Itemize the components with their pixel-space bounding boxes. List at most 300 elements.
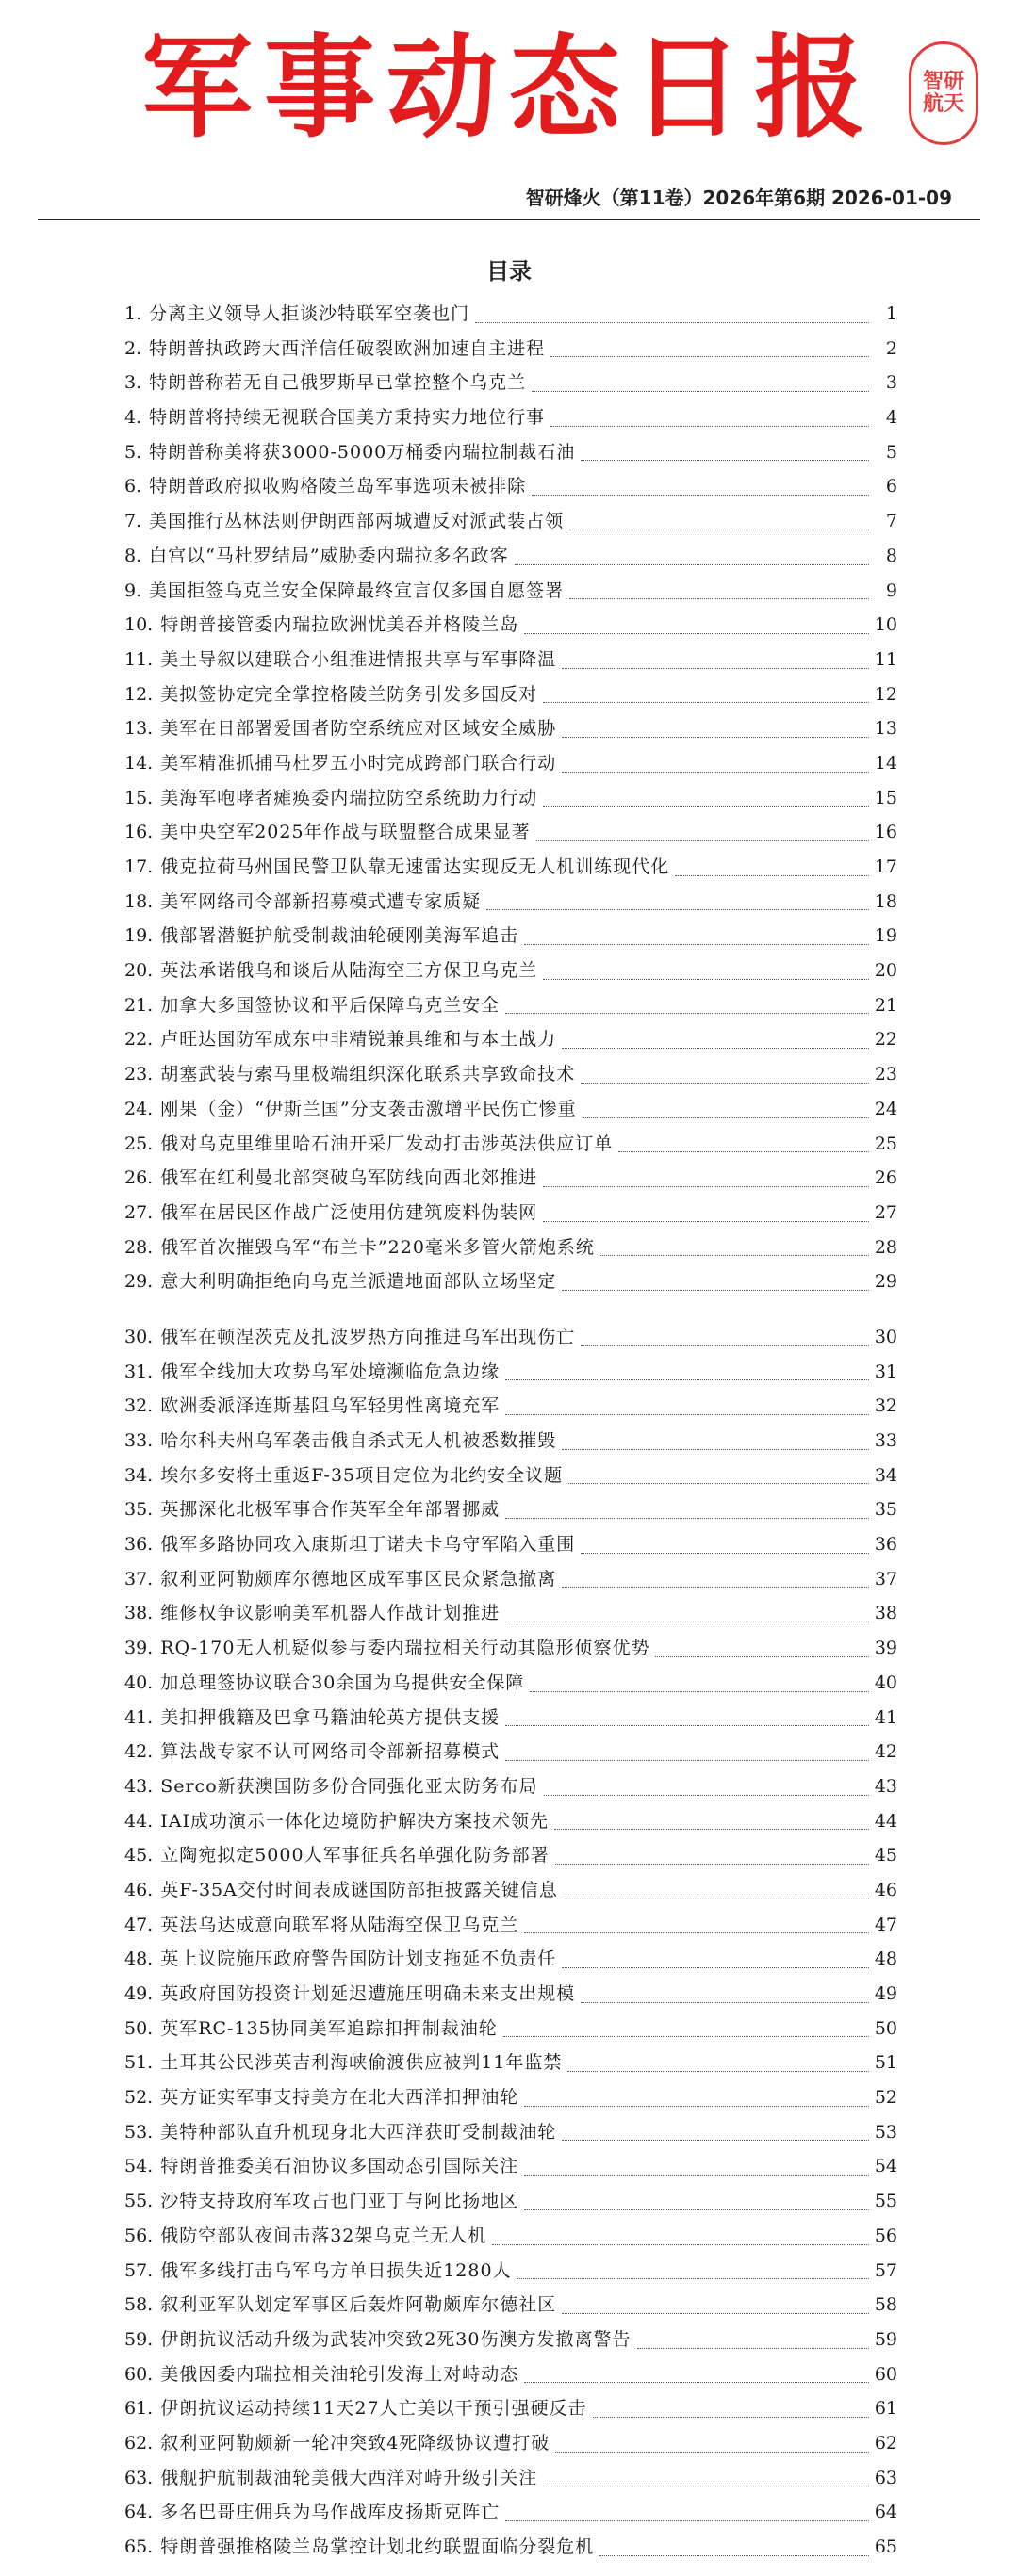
toc-entry[interactable] bbox=[124, 1704, 897, 1738]
toc-entry-title: 维修权争议影响美军机器人作战计划推进 bbox=[160, 1603, 501, 1624]
toc-entry[interactable] bbox=[124, 1358, 897, 1393]
toc-entry-number: 3. bbox=[124, 372, 142, 394]
toc-entry[interactable] bbox=[124, 1599, 897, 1634]
toc-dot-leader bbox=[581, 2002, 869, 2003]
toc-dot-leader bbox=[550, 356, 869, 357]
toc-entry[interactable] bbox=[124, 1392, 897, 1427]
toc-entry[interactable] bbox=[124, 1267, 897, 1302]
toc-dot-leader bbox=[618, 1151, 869, 1152]
toc-entry-title: 俄军首次摧毁乌军“布兰卡”220毫米多管火箭炮系统 bbox=[160, 1236, 595, 1258]
toc-entry-number: 41. bbox=[124, 1706, 154, 1728]
toc-entry-title: 俄军在居民区作战广泛使用仿建筑废料伪装网 bbox=[160, 1201, 538, 1223]
toc-entry-page: 60 bbox=[874, 2363, 897, 2385]
toc-dot-leader bbox=[562, 1048, 869, 1049]
toc-entry-title: 美军网络司令部新招募模式遭专家质疑 bbox=[160, 890, 482, 912]
toc-entry-page: 5 bbox=[885, 441, 897, 463]
toc-entry[interactable] bbox=[124, 2222, 897, 2257]
toc-entry-page: 2 bbox=[885, 337, 897, 359]
toc-entry[interactable] bbox=[124, 1945, 897, 1980]
toc-dot-leader bbox=[505, 1518, 869, 1519]
toc-dot-leader bbox=[569, 598, 869, 599]
toc-entry[interactable] bbox=[124, 1669, 897, 1704]
toc-entry-number: 28. bbox=[124, 1236, 154, 1258]
toc-entry-page: 37 bbox=[874, 1568, 897, 1590]
toc-entry-number: 58. bbox=[124, 2294, 154, 2316]
toc-entry-number: 5. bbox=[124, 441, 142, 463]
toc-entry-page: 43 bbox=[874, 1775, 897, 1797]
toc-entry-title: 美扣押俄籍及巴拿马籍油轮英方提供支援 bbox=[160, 1706, 501, 1728]
toc-entry[interactable] bbox=[124, 680, 897, 715]
toc-entry-number: 16. bbox=[124, 822, 154, 843]
toc-entry-number: 17. bbox=[124, 856, 154, 877]
toc-entry-title: 特朗普称若无自己俄罗斯早已掌控整个乌克兰 bbox=[149, 372, 527, 394]
toc-entry-title: 美拟签协定完全掌控格陵兰防务引发多国反对 bbox=[160, 683, 538, 705]
toc-entry-page: 58 bbox=[874, 2294, 897, 2316]
toc-dot-leader bbox=[581, 1083, 869, 1084]
toc-entry-page: 11 bbox=[874, 648, 897, 670]
toc-entry-page: 49 bbox=[874, 1983, 897, 2004]
toc-entry-title: 特朗普推委美石油协议多国动态引国际关注 bbox=[160, 2156, 519, 2177]
toc-entry-page: 46 bbox=[874, 1879, 897, 1900]
toc-entry-title: 美中央空军2025年作战与联盟整合成果显著 bbox=[160, 822, 531, 843]
toc-entry-title: 立陶宛拟定5000人军事征兵名单强化防务部署 bbox=[160, 1845, 550, 1867]
toc-entry-number: 61. bbox=[124, 2398, 154, 2420]
toc-entry-title: 沙特支持政府军攻占也门亚丁与阿比扬地区 bbox=[160, 2191, 519, 2212]
toc-entry-page: 53 bbox=[874, 2121, 897, 2143]
toc-entry-number: 63. bbox=[124, 2467, 154, 2488]
toc-entry[interactable] bbox=[124, 1841, 897, 1876]
toc-entry-page: 26 bbox=[874, 1167, 897, 1189]
toc-entry-title: 英法承诺俄乌和谈后从陆海空三方保卫乌克兰 bbox=[160, 960, 538, 982]
toc-dot-leader bbox=[583, 1117, 869, 1118]
toc-entry-title: 英挪深化北极军事合作英军全年部署挪威 bbox=[160, 1499, 501, 1521]
toc-dot-leader bbox=[543, 979, 869, 980]
toc-dot-leader bbox=[562, 1449, 869, 1450]
toc-entry-number: 22. bbox=[124, 1029, 154, 1051]
toc-entry[interactable] bbox=[124, 1530, 897, 1565]
toc-entry-title: 伊朗抗议运动持续11天27人亡美以干预引强硬反击 bbox=[160, 2398, 587, 2420]
toc-entry-number: 55. bbox=[124, 2191, 154, 2212]
toc-entry-page: 51 bbox=[874, 2052, 897, 2074]
toc-entry-number: 27. bbox=[124, 1201, 154, 1223]
toc-entry-number: 14. bbox=[124, 752, 154, 774]
toc-entry-page: 61 bbox=[874, 2398, 897, 2420]
toc-dot-leader bbox=[675, 875, 869, 876]
toc-dot-leader bbox=[524, 2106, 869, 2107]
toc-entry-page: 33 bbox=[874, 1430, 897, 1451]
toc-entry-title: 美特种部队直升机现身北大西洋获盯受制裁油轮 bbox=[160, 2121, 557, 2143]
toc-entry[interactable] bbox=[124, 2325, 897, 2360]
toc-entry-title: 叙利亚军队划定军事区后轰炸阿勒颇库尔德社区 bbox=[160, 2294, 557, 2316]
toc-entry[interactable] bbox=[124, 991, 897, 1026]
toc-entry-number: 8. bbox=[124, 545, 142, 566]
toc-entry[interactable] bbox=[124, 2257, 897, 2291]
toc-entry-page: 6 bbox=[885, 476, 897, 497]
toc-entry-page: 7 bbox=[885, 511, 897, 532]
toc-entry-number: 40. bbox=[124, 1671, 154, 1693]
toc-entry-page: 16 bbox=[874, 822, 897, 843]
toc-entry[interactable] bbox=[124, 714, 897, 749]
toc-entry-number: 45. bbox=[124, 1845, 154, 1867]
toc-entry-number: 44. bbox=[124, 1810, 154, 1832]
toc-entry[interactable] bbox=[124, 1565, 897, 1600]
toc-entry[interactable] bbox=[124, 1980, 897, 2014]
toc-entry-number: 60. bbox=[124, 2363, 154, 2385]
toc-entry-number: 34. bbox=[124, 1464, 154, 1486]
toc-entry[interactable] bbox=[124, 472, 897, 507]
toc-entry[interactable] bbox=[124, 1427, 897, 1461]
toc-dot-leader bbox=[562, 2140, 869, 2141]
toc-entry-page: 31 bbox=[874, 1361, 897, 1382]
toc-entry[interactable] bbox=[124, 1772, 897, 1807]
toc-entry-number: 56. bbox=[124, 2225, 154, 2246]
masthead bbox=[0, 0, 1018, 160]
toc-entry-number: 11. bbox=[124, 648, 154, 670]
toc-entry[interactable] bbox=[124, 507, 897, 542]
toc-entry-number: 37. bbox=[124, 1568, 154, 1590]
toc-entry-page: 22 bbox=[874, 1029, 897, 1051]
toc-entry-number: 31. bbox=[124, 1361, 154, 1382]
toc-entry-number: 1. bbox=[124, 303, 142, 324]
toc-entry-number: 26. bbox=[124, 1167, 154, 1189]
toc-dot-leader bbox=[532, 391, 869, 392]
toc-entry[interactable] bbox=[124, 577, 897, 611]
toc-entry-number: 25. bbox=[124, 1133, 154, 1154]
toc-entry-page: 10 bbox=[874, 614, 897, 636]
toc-entry[interactable] bbox=[124, 611, 897, 645]
toc-entry-number: 12. bbox=[124, 683, 154, 705]
toc-entry-title: 土耳其公民涉英吉利海峡偷渡供应被判11年监禁 bbox=[160, 2052, 563, 2074]
toc-entry-page: 4 bbox=[885, 407, 897, 429]
toc-entry-title: 加总理签协议联合30余国为乌提供安全保障 bbox=[160, 1671, 525, 1693]
toc-dot-leader bbox=[593, 2417, 869, 2418]
toc-entry[interactable] bbox=[124, 2291, 897, 2325]
toc-entry-number: 18. bbox=[124, 890, 154, 912]
toc-entry-number: 54. bbox=[124, 2156, 154, 2177]
toc-entry[interactable] bbox=[124, 956, 897, 991]
toc-entry-title: 俄军在红利曼北部突破乌军防线向西北郊推进 bbox=[160, 1167, 538, 1189]
toc-dot-leader bbox=[532, 495, 869, 496]
toc-entry-title: 英方证实军事支持美方在北大西洋扣押油轮 bbox=[160, 2087, 519, 2109]
toc-entry-page: 23 bbox=[874, 1064, 897, 1085]
toc-dot-leader bbox=[543, 1186, 869, 1187]
toc-entry[interactable] bbox=[124, 1323, 897, 1358]
toc-entry[interactable] bbox=[124, 853, 897, 888]
toc-entry-page: 36 bbox=[874, 1534, 897, 1556]
toc-entry-number: 23. bbox=[124, 1064, 154, 1085]
toc-entry-title: 美土导叙以建联合小组推进情报共享与军事降温 bbox=[160, 648, 557, 670]
toc-entry[interactable] bbox=[124, 334, 897, 369]
toc-dot-leader bbox=[568, 1483, 869, 1484]
toc-entry-page: 12 bbox=[874, 683, 897, 705]
toc-entry-page: 34 bbox=[874, 1464, 897, 1486]
toc-entry[interactable] bbox=[124, 2498, 897, 2533]
toc-entry-title: 特朗普执政跨大西洋信任破裂欧洲加速自主进程 bbox=[149, 337, 546, 359]
toc-entry-title: 算法战专家不认可网络司令部新招募模式 bbox=[160, 1741, 501, 1763]
toc-entry[interactable] bbox=[124, 1737, 897, 1772]
toc-dot-leader bbox=[637, 2348, 869, 2349]
table-of-contents bbox=[124, 300, 897, 2568]
toc-entry-title: 叙利亚阿勒颇库尔德地区成军事区民众紧急撤离 bbox=[160, 1568, 557, 1590]
toc-entry-title: 英上议院施压政府警告国防计划支拖延不负责任 bbox=[160, 1948, 557, 1970]
newspaper-title: 军事动态日报 bbox=[140, 23, 877, 153]
toc-entry-title: 美海军咆哮者瘫痪委内瑞拉防空系统助力行动 bbox=[160, 787, 538, 808]
toc-entry-page: 17 bbox=[874, 856, 897, 877]
toc-entry-number: 24. bbox=[124, 1098, 154, 1119]
toc-entry-number: 29. bbox=[124, 1271, 154, 1293]
toc-dot-leader bbox=[581, 1553, 869, 1554]
toc-dot-leader bbox=[505, 2520, 869, 2521]
toc-entry-number: 50. bbox=[124, 2017, 154, 2039]
toc-entry-title: 胡塞武装与索马里极端组织深化联系共享致命技术 bbox=[160, 1064, 576, 1085]
toc-entry-page: 55 bbox=[874, 2191, 897, 2212]
toc-entry-title: 俄对乌克里维里哈石油开采厂发动打击涉英法供应订单 bbox=[160, 1133, 614, 1154]
toc-entry-title: RQ-170无人机疑似参与委内瑞拉相关行动其隐形侦察优势 bbox=[160, 1638, 650, 1659]
toc-dot-leader bbox=[562, 1967, 869, 1968]
toc-entry[interactable] bbox=[124, 542, 897, 577]
toc-entry-page: 32 bbox=[874, 1395, 897, 1417]
toc-entry-number: 46. bbox=[124, 1879, 154, 1900]
toc-entry-title: 刚果（金）“伊斯兰国”分支袭击激增平民伤亡惨重 bbox=[160, 1098, 577, 1119]
toc-entry[interactable] bbox=[124, 1095, 897, 1130]
toc-entry-title: 美俄因委内瑞拉相关油轮引发海上对峙动态 bbox=[160, 2363, 519, 2385]
toc-entry-page: 44 bbox=[874, 1810, 897, 1832]
toc-entry-number: 38. bbox=[124, 1603, 154, 1624]
toc-entry[interactable] bbox=[124, 888, 897, 922]
toc-entry-number: 35. bbox=[124, 1499, 154, 1521]
toc-entry-page: 62 bbox=[874, 2432, 897, 2454]
toc-entry[interactable] bbox=[124, 818, 897, 853]
issue-info: 智研烽火（第11卷）2026年第6期 2026-01-09 bbox=[525, 187, 952, 209]
toc-entry[interactable] bbox=[124, 1025, 897, 1060]
toc-entry-page: 15 bbox=[874, 787, 897, 808]
toc-entry-title: 美军在日部署爱国者防空系统应对区域安全威胁 bbox=[160, 718, 557, 740]
toc-entry-title: 特朗普称美将获3000-5000万桶委内瑞拉制裁石油 bbox=[149, 441, 576, 463]
toc-entry-page: 20 bbox=[874, 960, 897, 982]
toc-entry-title: 俄克拉荷马州国民警卫队靠无速雷达实现反无人机训练现代化 bbox=[160, 856, 670, 877]
toc-entry[interactable] bbox=[124, 2394, 897, 2429]
toc-entry-page: 18 bbox=[874, 890, 897, 912]
toc-entry[interactable] bbox=[124, 2014, 897, 2049]
toc-entry-number: 13. bbox=[124, 718, 154, 740]
toc-entry[interactable] bbox=[124, 300, 897, 334]
toc-dot-leader bbox=[505, 1725, 869, 1726]
toc-entry-title: 哈尔科夫州乌军袭击俄自杀式无人机被悉数摧毁 bbox=[160, 1430, 557, 1451]
toc-entry-page: 54 bbox=[874, 2156, 897, 2177]
toc-entry-title: 美国拒签乌克兰安全保障最终宣言仅多国自愿签署 bbox=[149, 579, 565, 601]
toc-dot-leader bbox=[530, 1691, 868, 1692]
toc-entry-title: 英政府国防投资计划延迟遭施压明确未来支出规模 bbox=[160, 1983, 576, 2004]
toc-entry[interactable] bbox=[124, 1164, 897, 1198]
toc-entry[interactable] bbox=[124, 2152, 897, 2187]
toc-dot-leader bbox=[655, 1656, 868, 1657]
toc-entry-number: 57. bbox=[124, 2259, 154, 2281]
toc-dot-leader bbox=[562, 668, 869, 669]
toc-entry-page: 9 bbox=[885, 579, 897, 601]
toc-dot-leader bbox=[524, 2209, 869, 2210]
toc-entry-page: 47 bbox=[874, 1914, 897, 1935]
toc-dot-leader bbox=[505, 1414, 869, 1415]
toc-dot-leader bbox=[581, 1345, 869, 1346]
toc-entry-title: 埃尔多安将土重返F-35项目定位为北约安全议题 bbox=[160, 1464, 564, 1486]
toc-entry-title: 俄军多路协同攻入康斯坦丁诺夫卡乌守军陷入重围 bbox=[160, 1534, 576, 1556]
toc-entry[interactable] bbox=[124, 368, 897, 403]
toc-entry[interactable] bbox=[124, 1911, 897, 1946]
toc-entry[interactable] bbox=[124, 749, 897, 784]
toc-dot-leader bbox=[550, 426, 869, 427]
toc-entry-number: 9. bbox=[124, 579, 142, 601]
toc-entry-title: 俄军全线加大攻势乌军处境濒临危急边缘 bbox=[160, 1361, 501, 1382]
toc-entry[interactable] bbox=[124, 921, 897, 956]
toc-entry-title: 卢旺达国防军成东中非精锐兼具维和与本土战力 bbox=[160, 1029, 557, 1051]
toc-entry-page: 28 bbox=[874, 1236, 897, 1258]
toc-entry-number: 4. bbox=[124, 407, 142, 429]
toc-dot-leader bbox=[486, 909, 869, 910]
toc-entry-page: 30 bbox=[874, 1326, 897, 1347]
toc-dot-leader bbox=[562, 737, 869, 738]
toc-entry-title: 特朗普强推格陵兰岛掌控计划北约联盟面临分裂危机 bbox=[160, 2536, 595, 2557]
toc-dot-leader bbox=[562, 1587, 869, 1588]
toc-entry-number: 64. bbox=[124, 2502, 154, 2523]
toc-entry[interactable] bbox=[124, 2083, 897, 2118]
toc-dot-leader bbox=[475, 322, 869, 323]
toc-dot-leader bbox=[505, 1760, 869, 1761]
toc-entry-title: 俄军在顿涅茨克及扎波罗热方向推进乌军出现伤亡 bbox=[160, 1326, 576, 1347]
toc-entry[interactable] bbox=[124, 1060, 897, 1095]
toc-entry-page: 3 bbox=[885, 372, 897, 394]
toc-entry-number: 42. bbox=[124, 1741, 154, 1763]
toc-entry-page: 48 bbox=[874, 1948, 897, 1970]
toc-entry-number: 19. bbox=[124, 925, 154, 947]
header-divider bbox=[38, 219, 980, 220]
toc-entry[interactable] bbox=[124, 1876, 897, 1911]
toc-dot-leader bbox=[505, 1013, 869, 1014]
toc-entry-number: 10. bbox=[124, 614, 154, 636]
toc-entry-title: 俄军多线打击乌军乌方单日损失近1280人 bbox=[160, 2259, 512, 2281]
toc-entry[interactable] bbox=[124, 645, 897, 680]
toc-entry-number: 39. bbox=[124, 1638, 154, 1659]
toc-dot-leader bbox=[524, 1932, 869, 1933]
toc-entry-number: 2. bbox=[124, 337, 142, 359]
toc-entry-number: 62. bbox=[124, 2432, 154, 2454]
toc-entry[interactable] bbox=[124, 1461, 897, 1496]
toc-dot-leader bbox=[562, 2313, 869, 2314]
toc-entry-title: 加拿大多国签协议和平后保障乌克兰安全 bbox=[160, 994, 501, 1016]
toc-dot-leader bbox=[543, 806, 869, 807]
toc-dot-leader bbox=[515, 564, 869, 565]
toc-entry-title: 伊朗抗议活动升级为武装冲突致2死30伤澳方发撤离警告 bbox=[160, 2328, 632, 2350]
toc-dot-leader bbox=[503, 2036, 869, 2037]
toc-dot-leader bbox=[543, 702, 869, 703]
toc-dot-leader bbox=[554, 1829, 869, 1830]
toc-entry[interactable] bbox=[124, 784, 897, 819]
seal-text-line-2: 航天 bbox=[922, 92, 964, 116]
toc-dot-leader bbox=[555, 2452, 869, 2453]
toc-dot-leader bbox=[562, 1290, 869, 1291]
toc-entry[interactable] bbox=[124, 2429, 897, 2464]
toc-entry[interactable] bbox=[124, 438, 897, 473]
toc-entry-page: 45 bbox=[874, 1845, 897, 1867]
toc-dot-leader bbox=[567, 2071, 868, 2072]
toc-entry-title: 多名巴哥庄佣兵为乌作战库皮扬斯克阵亡 bbox=[160, 2502, 501, 2523]
toc-entry[interactable] bbox=[124, 1495, 897, 1530]
toc-heading: 目录 bbox=[486, 258, 532, 285]
toc-entry-title: 英法乌达成意向联军将从陆海空保卫乌克兰 bbox=[160, 1914, 519, 1935]
toc-entry-number: 32. bbox=[124, 1395, 154, 1417]
toc-entry[interactable] bbox=[124, 1130, 897, 1165]
toc-entry[interactable] bbox=[124, 2533, 897, 2568]
toc-entry-number: 49. bbox=[124, 1983, 154, 2004]
toc-dot-leader bbox=[562, 772, 869, 773]
toc-entry-page: 57 bbox=[874, 2259, 897, 2281]
toc-entry[interactable] bbox=[124, 2464, 897, 2499]
toc-entry-page: 24 bbox=[874, 1098, 897, 1119]
toc-dot-leader bbox=[536, 840, 869, 841]
toc-entry[interactable] bbox=[124, 1198, 897, 1233]
toc-entry-page: 42 bbox=[874, 1741, 897, 1763]
toc-entry-number: 53. bbox=[124, 2121, 154, 2143]
toc-dot-leader bbox=[599, 2555, 869, 2556]
toc-entry-number: 7. bbox=[124, 511, 142, 532]
toc-entry-page: 64 bbox=[874, 2502, 897, 2523]
toc-dot-leader bbox=[543, 1221, 869, 1222]
toc-entry-number: 47. bbox=[124, 1914, 154, 1935]
toc-dot-leader bbox=[524, 944, 869, 945]
toc-entry[interactable] bbox=[124, 2048, 897, 2083]
toc-entry-page: 1 bbox=[885, 303, 897, 324]
toc-dot-leader bbox=[581, 460, 869, 461]
toc-entry-number: 20. bbox=[124, 960, 154, 982]
toc-dot-leader bbox=[524, 2382, 869, 2383]
toc-entry-number: 21. bbox=[124, 994, 154, 1016]
toc-entry[interactable] bbox=[124, 2187, 897, 2222]
toc-entry-title: 特朗普政府拟收购格陵兰岛军事选项未被排除 bbox=[149, 476, 527, 497]
toc-entry-page: 63 bbox=[874, 2467, 897, 2488]
toc-entry-number: 15. bbox=[124, 787, 154, 808]
toc-entry-title: 俄舰护航制裁油轮美俄大西洋对峙升级引关注 bbox=[160, 2467, 538, 2488]
toc-entry-number: 33. bbox=[124, 1430, 154, 1451]
toc-entry-title: 俄防空部队夜间击落32架乌克兰无人机 bbox=[160, 2225, 487, 2246]
toc-entry-page: 39 bbox=[874, 1638, 897, 1659]
toc-entry-page: 52 bbox=[874, 2087, 897, 2109]
toc-entry-title: 叙利亚阿勒颇新一轮冲突致4死降级协议遭打破 bbox=[160, 2432, 550, 2454]
toc-entry[interactable] bbox=[124, 2118, 897, 2153]
toc-entry-number: 6. bbox=[124, 476, 142, 497]
toc-dot-leader bbox=[492, 2244, 868, 2245]
toc-dot-leader bbox=[505, 1379, 869, 1380]
toc-dot-leader bbox=[524, 2175, 869, 2176]
toc-entry-title: 特朗普将持续无视联合国美方秉持实力地位行事 bbox=[149, 407, 546, 429]
toc-entry-page: 21 bbox=[874, 994, 897, 1016]
toc-entry-page: 8 bbox=[885, 545, 897, 566]
toc-entry[interactable] bbox=[124, 1233, 897, 1268]
toc-entry-title: 特朗普接管委内瑞拉欧洲忧美吞并格陵兰岛 bbox=[160, 614, 519, 636]
toc-entry[interactable] bbox=[124, 2360, 897, 2395]
toc-entry[interactable] bbox=[124, 1807, 897, 1842]
toc-entry[interactable] bbox=[124, 1634, 897, 1669]
toc-entry-number: 30. bbox=[124, 1326, 154, 1347]
toc-dot-leader bbox=[524, 633, 869, 634]
toc-dot-leader bbox=[600, 1255, 869, 1256]
toc-dot-leader bbox=[555, 1864, 869, 1865]
toc-entry-page: 41 bbox=[874, 1706, 897, 1728]
toc-entry-page: 19 bbox=[874, 925, 897, 947]
toc-dot-leader bbox=[544, 1795, 869, 1796]
toc-entry-number: 52. bbox=[124, 2087, 154, 2109]
toc-entry-number: 59. bbox=[124, 2328, 154, 2350]
toc-entry[interactable] bbox=[124, 403, 897, 438]
toc-entry-page: 40 bbox=[874, 1671, 897, 1693]
